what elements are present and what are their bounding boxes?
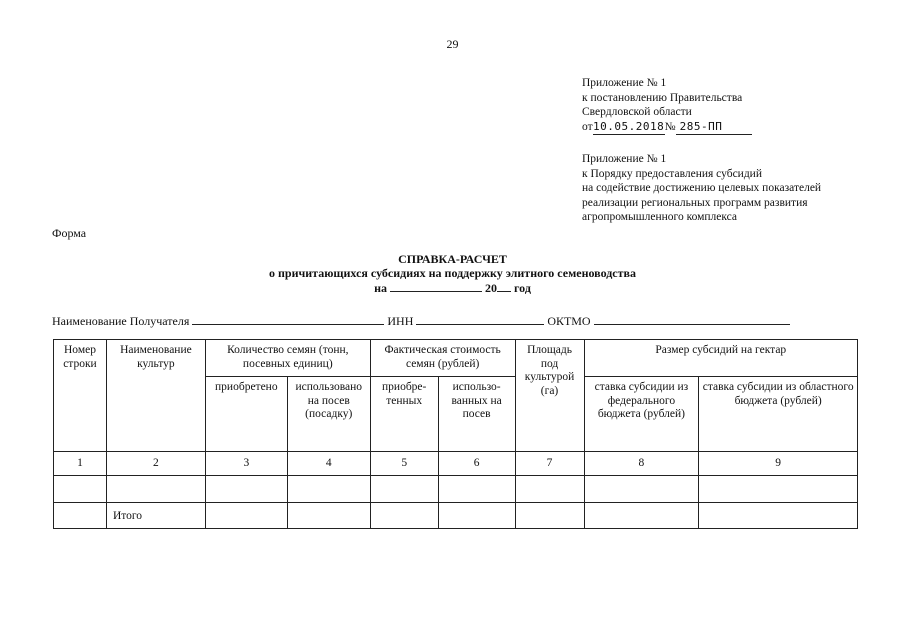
table-cell[interactable] [370,503,438,529]
recipient-name-label: Наименование Получателя [52,314,190,328]
appendix-2-line2: к Порядку предоставления субсидий [582,167,762,180]
table-cell[interactable] [699,476,858,503]
table-row [54,476,858,503]
oktmo-label: ОКТМО [547,314,591,328]
column-number-row [54,452,858,476]
header-rate-federal: ставка субсидии из федерального бюджета (рублей) [584,377,699,452]
header-area: Площадь под культурой (га) [515,340,584,452]
document-title: СПРАВКА-РАСЧЕТ [398,252,507,266]
header-subsidy-per-ha: Размер субсидий на гектар [584,340,858,377]
total-row [54,503,858,529]
appendix-1-date-line [582,120,752,136]
column-number-5: 5 [370,452,438,476]
header-row-number: Номер строки [54,340,107,452]
table-cell[interactable] [205,476,287,503]
header-seed-quantity: Количество семян (тонн, посевных единиц) [205,340,370,377]
appendix-2-line1: Приложение № 1 [582,153,667,165]
column-number-9: 9 [699,452,858,476]
table-cell[interactable] [54,476,107,503]
header-seed-used: использовано на посев (посадку) [287,377,370,452]
appendix-2-line5: агропромышленного комплекса [582,211,738,223]
column-number-4: 4 [287,452,370,476]
table-cell[interactable] [584,476,699,503]
year-suffix: год [514,281,531,295]
header-rate-regional: ставка субсидии из областного бюджета (рублей) [699,377,858,452]
column-number-7: 7 [515,452,584,476]
table-cell[interactable] [54,503,107,529]
appendix-1-line2: к постановлению Правительства [582,91,743,104]
date-prefix: на [374,281,388,295]
total-label: Итого [106,503,205,529]
recipient-info-line [52,313,790,329]
header-actual-cost: Фактическая стоимость семян (рублей) [370,340,515,377]
form-label: Форма [52,226,87,240]
table-cell[interactable] [287,503,370,529]
date-prefix: от [582,120,593,133]
number-prefix: № [664,120,676,133]
appendix-2-line4: реализации региональных программ развития [582,196,808,209]
year-blank[interactable] [497,280,511,292]
table-cell[interactable] [584,503,699,529]
document-subtitle: о причитающихся субсидиях на поддержку элитного семеноводства [268,266,637,280]
column-number-1: 1 [54,452,107,476]
appendix-procedure [582,152,821,225]
column-number-6: 6 [438,452,515,476]
decree-date: 10.05.2018 [593,120,665,136]
appendix-1-line3: Свердловской области [582,106,692,118]
table-cell[interactable] [699,503,858,529]
column-number-8: 8 [584,452,699,476]
table-cell[interactable] [515,476,584,503]
reporting-date-line [0,280,905,295]
inn-blank[interactable] [416,313,544,325]
header-seed-purchased: приобретено [205,377,287,452]
header-cost-purchased: приобре-тенных [370,377,438,452]
year-prefix: 20 [485,281,498,295]
header-crop-name: Наименование культур [106,340,205,452]
appendix-1-line1: Приложение № 1 [582,77,667,89]
page-number: 29 [446,37,459,51]
table-cell[interactable] [370,476,438,503]
oktmo-blank[interactable] [594,313,790,325]
recipient-name-blank[interactable] [192,313,384,325]
appendix-2-line3: на содействие достижению целевых показателей [582,182,822,194]
table-cell[interactable] [438,503,515,529]
appendix-government-decree [582,76,752,135]
table-cell[interactable] [205,503,287,529]
column-number-3: 3 [205,452,287,476]
date-blank[interactable] [390,280,482,292]
subsidy-calculation-table [53,339,858,529]
table-cell[interactable] [287,476,370,503]
table-cell[interactable] [438,476,515,503]
inn-label: ИНН [387,314,414,328]
decree-number: 285-ПП [676,120,752,136]
table-cell[interactable] [106,476,205,503]
column-number-2: 2 [106,452,205,476]
table-cell[interactable] [515,503,584,529]
header-cost-used: использо-ванных на посев [438,377,515,452]
